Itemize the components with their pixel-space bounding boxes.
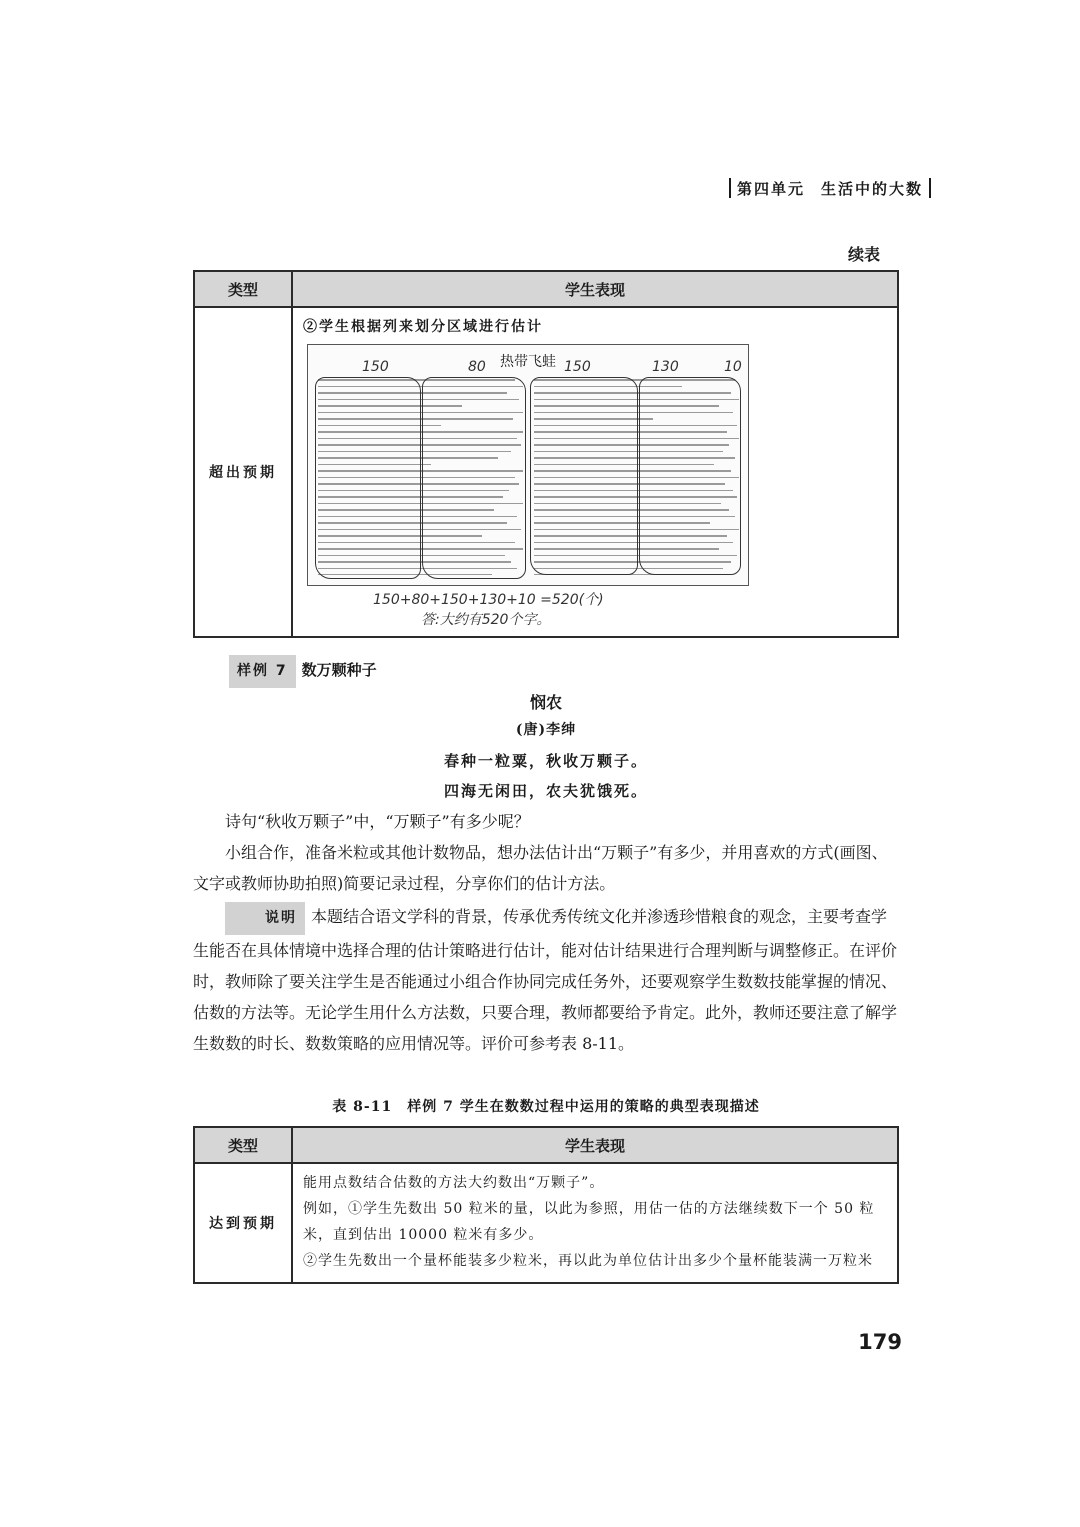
- scan-count-1: 150: [362, 359, 389, 375]
- scan-region-3: [530, 377, 638, 575]
- handwritten-answer: 答:大约有520个字。: [421, 612, 551, 628]
- sample7-title: 数万颗种子: [301, 661, 377, 679]
- header-unit: 第四单元: [736, 180, 805, 198]
- table1-row-content: [292, 307, 898, 637]
- table2-caption: 表 8-11 样例 7 学生在数数过程中运用的策略的典型表现描述: [332, 1099, 760, 1115]
- page-number: 179: [858, 1330, 902, 1354]
- scan-title: 热带飞蛙: [500, 354, 556, 370]
- poem-author: (唐)李绅: [515, 722, 577, 738]
- poem-line-1: 春种一粒粟，秋收万颗子。: [443, 752, 648, 770]
- question-paragraph: 诗句“秋收万颗子”中，“万颗子”有多少呢？: [225, 812, 530, 831]
- sample7-heading: [193, 654, 899, 688]
- table1-subtitle: ②学生根据列来划分区域进行估计: [303, 319, 543, 335]
- running-header: [723, 178, 937, 199]
- table2-line-1: 能用点数结合估数的方法大约数出“万颗子”。: [303, 1175, 605, 1191]
- scan-count-5: 10: [724, 359, 742, 375]
- table2-row-content: [292, 1163, 898, 1283]
- scan-count-4: 130: [652, 359, 679, 375]
- scan-count-3: 150: [564, 359, 591, 375]
- table1-header-performance: 学生表现: [292, 271, 898, 307]
- task-paragraph: 小组合作，准备米粒或其他计数物品，想办法估计出“万颗子”有多少，并用喜欢的方式(画图、文字或教师协助拍照)简要记录过程，分享你们的估计方法。: [193, 843, 888, 893]
- poem-title: 悯农: [529, 693, 562, 712]
- table-8-11: [193, 1126, 899, 1284]
- note-text: 本题结合语文学科的背景，传承优秀传统文化并渗透珍惜粮食的观念，主要考查学生能否在具体情境中选择合理的估计策略进行估计，能对估计结果进行合理判断与调整修正。在评价时，教师除了要关注学生是否能通过小组合作协同完成任务外，还要观察学生数数技能掌握的情况、估数的方法等。无论学生用什么方法数，只要合理，教师都要给予肯定。此外，教师还要注意了解学生数数的时长、数数策略的应用情况等。评价可参考表 8-11。: [193, 907, 898, 1053]
- table2-row-type: 达到预期: [194, 1163, 292, 1283]
- header-bar-left: [729, 178, 731, 198]
- poem-line-2: 四海无闲田，农夫犹饿死。: [443, 782, 648, 800]
- continued-table: [193, 270, 899, 638]
- continued-label: 续表: [847, 245, 880, 264]
- scan-region-4: [639, 377, 741, 575]
- table1-header-type: 类型: [194, 271, 292, 307]
- scan-count-2: 80: [468, 359, 486, 375]
- header-title: 生活中的大数: [820, 180, 923, 198]
- scan-region-1: [315, 377, 421, 579]
- student-work-scan: [307, 344, 749, 586]
- note-tag: 说明: [225, 902, 305, 935]
- header-bar-right: [929, 178, 931, 198]
- handwritten-equation: 150+80+150+130+10 =520(个): [373, 592, 604, 608]
- table2-header-performance: 学生表现: [292, 1127, 898, 1163]
- table1-row-type: 超出预期: [194, 307, 292, 637]
- table2-header-type: 类型: [194, 1127, 292, 1163]
- note-paragraph: [193, 901, 899, 1059]
- scan-region-2: [422, 377, 526, 579]
- table2-line-3: ②学生先数出一个量杯能装多少粒米，再以此为单位估计出多少个量杯能装满一万粒米: [303, 1253, 873, 1269]
- table2-line-2: 例如，①学生先数出 50 粒米的量，以此为参照，用估一估的方法继续数下一个 50 粒米，直到估出 10000 粒米有多少。: [303, 1201, 875, 1243]
- sample7-tag: 样例 7: [229, 655, 296, 688]
